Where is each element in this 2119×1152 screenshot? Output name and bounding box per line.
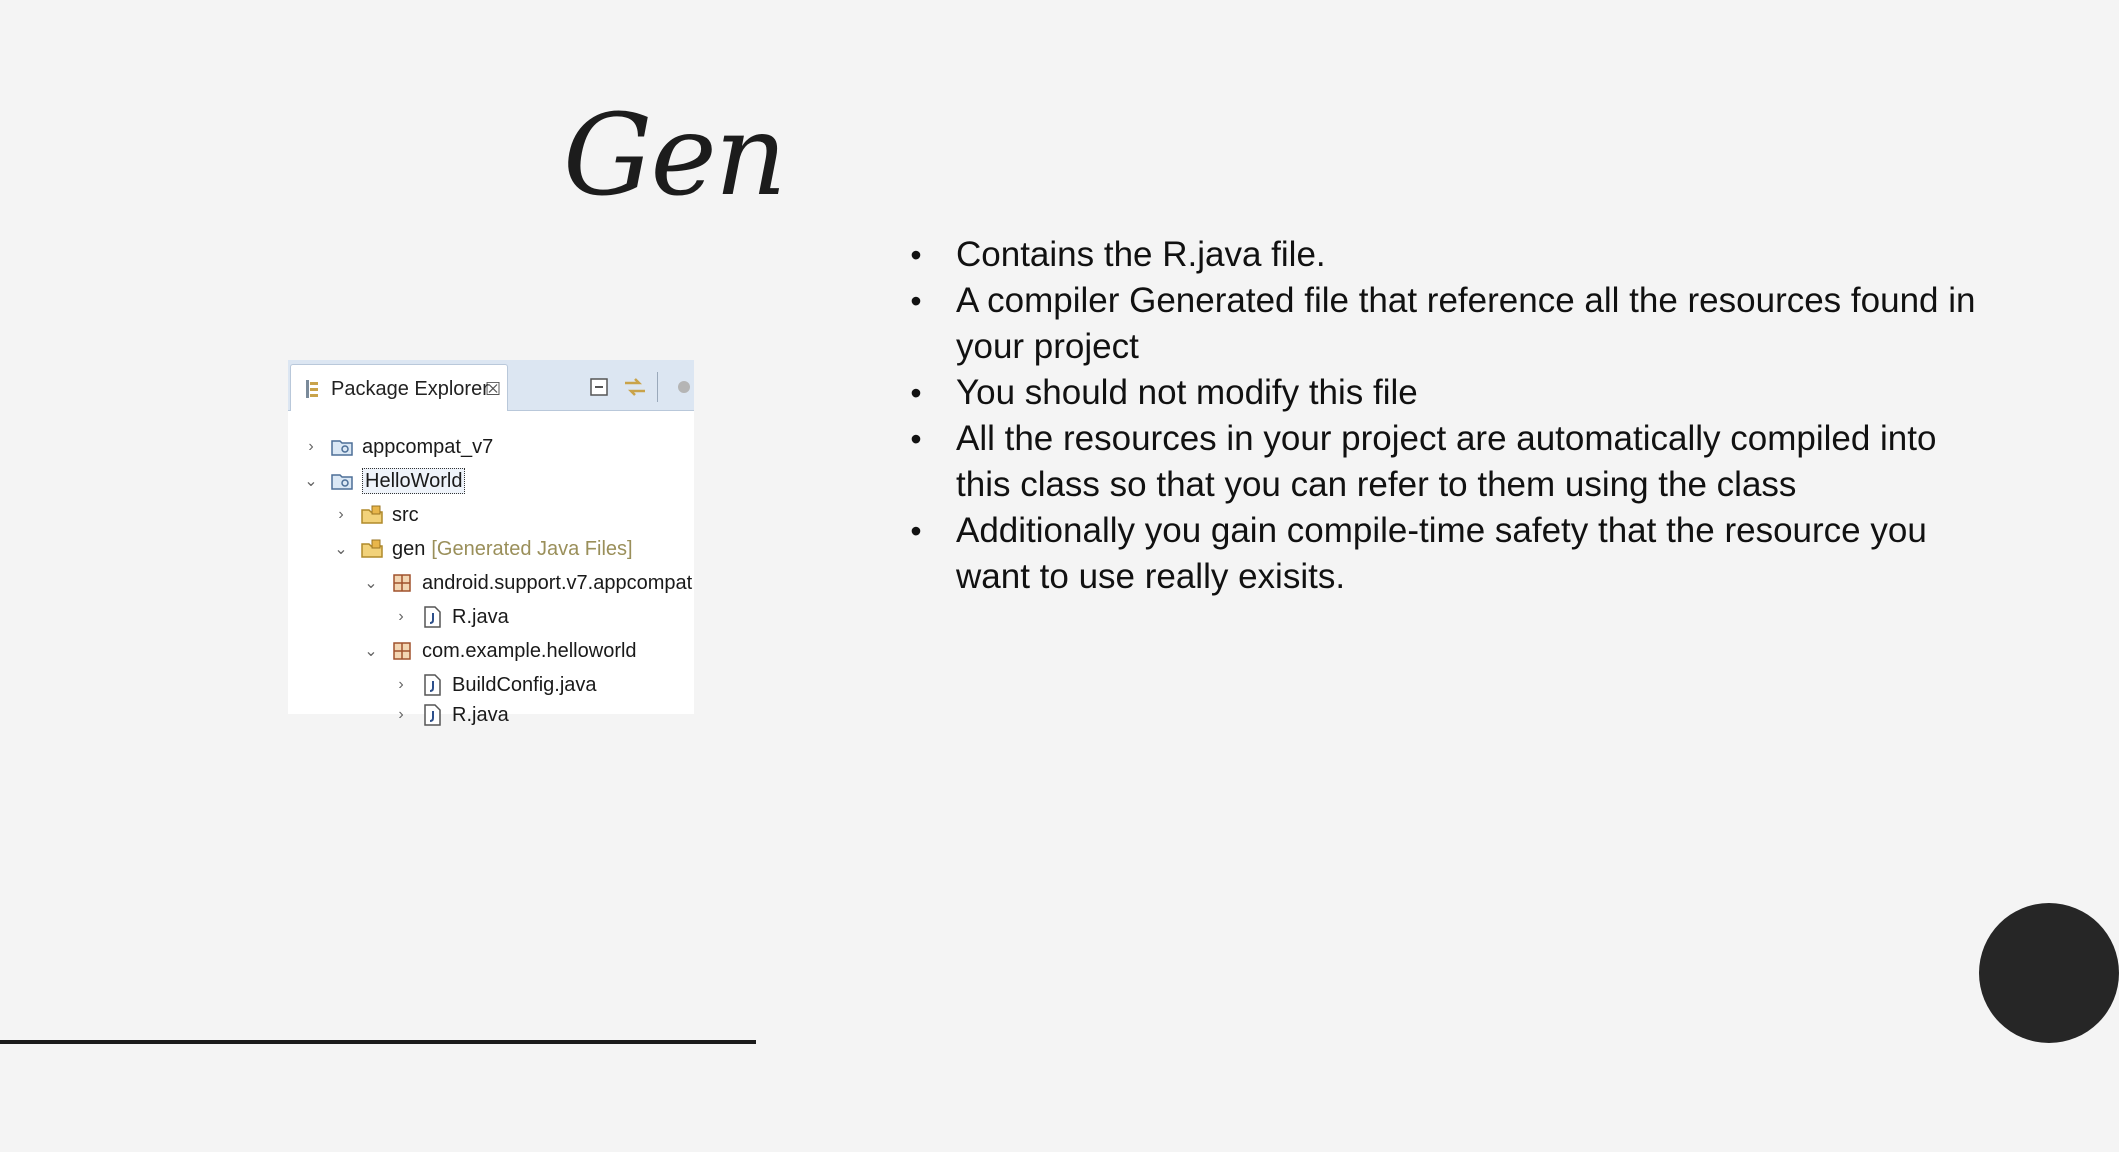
java-file-icon: [420, 703, 444, 727]
bullet-text: Contains the R.java file.: [956, 235, 1326, 274]
bullet-dot-icon: •: [910, 421, 922, 457]
decorative-circle: [1979, 903, 2119, 1043]
chevron-down-icon[interactable]: ⌄: [364, 575, 378, 592]
chevron-down-icon[interactable]: ⌄: [364, 643, 378, 660]
java-file-icon: [420, 605, 444, 629]
tree-item-package[interactable]: [362, 566, 692, 600]
tree-item-gen[interactable]: [332, 532, 633, 566]
chevron-down-icon[interactable]: ⌄: [334, 541, 348, 558]
chevron-right-icon[interactable]: ›: [398, 608, 404, 625]
tree-item-appcompat[interactable]: [302, 430, 493, 464]
close-icon[interactable]: ☒: [485, 379, 502, 399]
view-menu-icon[interactable]: [673, 376, 695, 398]
tree-item-label: android.support.v7.appcompat: [422, 572, 693, 594]
toolbar-separator: [657, 372, 658, 402]
bullet-item: [906, 278, 1986, 370]
chevron-right-icon[interactable]: ›: [308, 438, 314, 455]
package-explorer-image: [288, 360, 694, 726]
tree-item-label: gen: [392, 538, 426, 560]
tree-item-label: HelloWorld: [362, 468, 465, 494]
source-folder-icon: [360, 503, 384, 527]
chevron-down-icon[interactable]: ⌄: [304, 473, 318, 490]
tree-item-src[interactable]: [332, 498, 419, 532]
explorer-header: [288, 360, 694, 411]
tree-item-label: R.java: [452, 606, 509, 628]
project-icon: [330, 435, 354, 459]
tree-item-file[interactable]: [392, 600, 509, 634]
bullet-dot-icon: •: [910, 513, 922, 549]
source-folder-icon: [360, 537, 384, 561]
chevron-right-icon[interactable]: ›: [398, 676, 404, 693]
generated-files-decoration: [Generated Java Files]: [431, 537, 633, 560]
tree-item-file[interactable]: [392, 698, 509, 732]
java-file-icon: [420, 673, 444, 697]
package-explorer-icon: [305, 379, 319, 399]
chevron-right-icon[interactable]: ›: [338, 506, 344, 523]
tree-item-label: BuildConfig.java: [452, 674, 597, 696]
collapse-all-icon[interactable]: [588, 376, 610, 398]
project-icon: [330, 469, 354, 493]
bullet-item: [906, 370, 1986, 416]
bullet-text: All the resources in your project are automatically compiled into this class so that you can refer to them using the class: [956, 419, 1937, 504]
tree-item-label: src: [392, 504, 419, 526]
bullet-dot-icon: •: [910, 375, 922, 411]
explorer-tab[interactable]: [290, 364, 508, 411]
bullet-list: [906, 232, 1986, 600]
bullet-item: [906, 508, 1986, 600]
tree-item-label: com.example.helloworld: [422, 640, 637, 662]
tree-item-label: appcompat_v7: [362, 436, 494, 458]
package-icon: [390, 639, 414, 663]
tree-item-label: R.java: [452, 704, 509, 726]
slide-title: Gen: [563, 91, 785, 221]
bullet-dot-icon: •: [910, 237, 922, 273]
bullet-text: You should not modify this file: [956, 373, 1418, 412]
bottom-divider: [0, 1040, 756, 1044]
link-with-editor-icon[interactable]: [622, 376, 648, 398]
explorer-tab-label: Package Explorer: [331, 378, 489, 400]
tree-item-package[interactable]: [362, 634, 637, 668]
chevron-right-icon[interactable]: ›: [398, 706, 404, 723]
tree-item-helloworld[interactable]: [302, 464, 465, 498]
bullet-dot-icon: •: [910, 283, 922, 319]
bullet-item: [906, 232, 1986, 278]
bullet-item: [906, 416, 1986, 508]
package-icon: [390, 571, 414, 595]
bullet-text: A compiler Generated file that reference all the resources found in your project: [956, 281, 1976, 366]
tree-item-file[interactable]: [392, 668, 597, 702]
bullet-text: Additionally you gain compile-time safety that the resource you want to use really exisits.: [956, 511, 1927, 596]
